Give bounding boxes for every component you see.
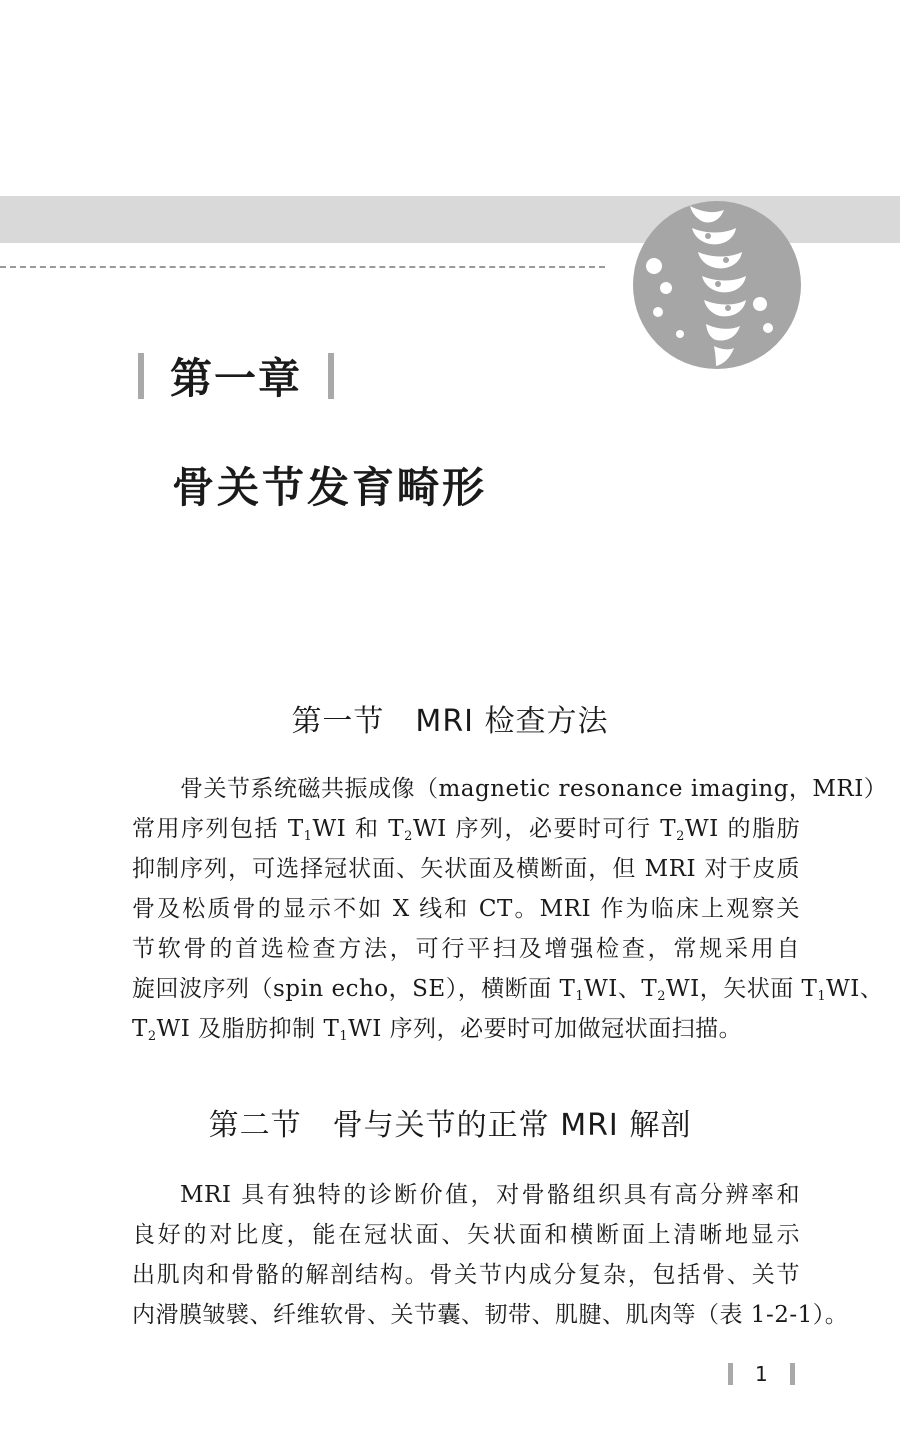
paragraph-line	[132, 1215, 800, 1255]
paragraph-line	[132, 969, 884, 1009]
text-run: WI 的脂肪	[684, 816, 800, 842]
spine-vertebrae-icon	[632, 200, 802, 370]
paragraph-line	[132, 929, 800, 969]
paragraph-line	[132, 849, 800, 889]
subscript: 1	[339, 1029, 349, 1044]
text-run: WI 序列，必要时可加做冠状面扫描。	[348, 1016, 743, 1042]
page-number-bar-left	[728, 1363, 733, 1385]
section-1-paragraph	[132, 769, 888, 1049]
section-2-title: 第二节 骨与关节的正常 MRI 解剖	[208, 1108, 692, 1143]
text-run: 抑制序列，可选择冠状面、矢状面及横断面，但 MRI 对于皮质	[132, 856, 800, 882]
text-run: 常用序列包括 T	[132, 816, 304, 842]
page-number: 1	[755, 1362, 768, 1386]
chapter-bar-right	[328, 353, 334, 399]
text-run: WI 及脂肪抑制 T	[156, 1016, 340, 1042]
chapter-title: 骨关节发育畸形	[172, 463, 488, 512]
section-1-title: 第一节 MRI 检查方法	[291, 704, 609, 739]
text-run: 骨及松质骨的显示不如 X 线和 CT。MRI 作为临床上观察关	[132, 896, 800, 922]
paragraph-line	[132, 1009, 800, 1049]
paragraph-line	[132, 889, 800, 929]
subscript: 1	[817, 989, 827, 1004]
text-run: WI 和 T	[312, 816, 405, 842]
subscript: 2	[676, 829, 685, 844]
text-run: 骨关节系统磁共振成像（magnetic resonance imaging，MRI）	[180, 776, 888, 802]
page-number-footer	[728, 1362, 795, 1386]
subscript: 2	[657, 989, 666, 1004]
text-run: WI、	[826, 976, 884, 1002]
subscript: 2	[404, 829, 413, 844]
text-run: 节软骨的首选检查方法，可行平扫及增强检查，常规采用自	[132, 936, 800, 962]
text-run: 出肌肉和骨骼的解剖结构。骨关节内成分复杂，包括骨、关节	[132, 1262, 800, 1288]
paragraph-line	[132, 1175, 800, 1215]
text-run: 内滑膜皱襞、纤维软骨、关节囊、韧带、肌腱、肌肉等（表 1-2-1）。	[132, 1302, 849, 1328]
text-run: WI 序列，必要时可行 T	[412, 816, 677, 842]
header-dashed-rule	[0, 266, 605, 268]
text-run: WI、T	[584, 976, 658, 1002]
chapter-bar-left	[138, 353, 144, 399]
paragraph-line	[132, 809, 800, 849]
text-run: WI，矢状面 T	[666, 976, 818, 1002]
text-run: MRI 具有独特的诊断价值，对骨骼组织具有高分辨率和	[180, 1182, 800, 1208]
subscript: 1	[575, 989, 585, 1004]
paragraph-line	[132, 769, 888, 809]
paragraph-line	[132, 1295, 849, 1335]
chapter-heading	[138, 350, 334, 402]
page-number-bar-right	[790, 1363, 795, 1385]
section-2-paragraph	[132, 1175, 849, 1335]
text-run: 良好的对比度，能在冠状面、矢状面和横断面上清晰地显示	[132, 1222, 800, 1248]
subscript: 1	[303, 829, 313, 844]
text-run: 旋回波序列（spin echo，SE），横断面 T	[132, 976, 576, 1002]
text-run: T	[132, 1016, 148, 1042]
chapter-label: 第一章	[170, 354, 303, 403]
subscript: 2	[147, 1029, 157, 1044]
paragraph-line	[132, 1255, 800, 1295]
